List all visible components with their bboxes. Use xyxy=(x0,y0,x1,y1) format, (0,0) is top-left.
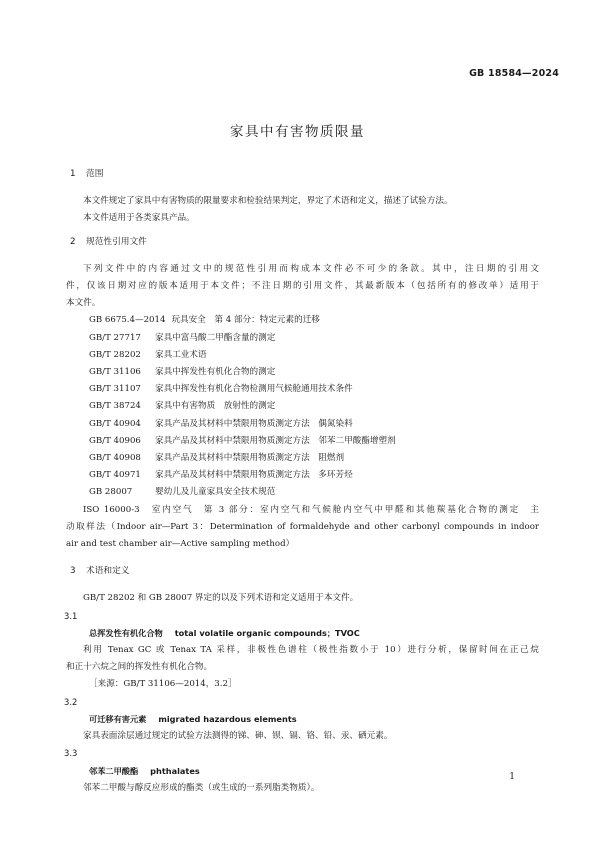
standard-code: GB 18584—2024 xyxy=(469,68,559,79)
term-name-zh: 邻苯二甲酸酯 xyxy=(89,765,139,776)
scope-paragraph: 本文件适用于各类家具产品。 xyxy=(83,213,195,224)
reference-item xyxy=(66,347,539,364)
term-definition: 邻苯二甲酸与醇反应形成的酯类（或生成的一系列脂类物质）。 xyxy=(83,782,320,793)
page-number: 1 xyxy=(509,772,515,782)
reference-code: GB/T 40904 xyxy=(89,418,141,429)
reference-item xyxy=(66,312,539,329)
term-name-en: migrated hazardous elements xyxy=(158,713,297,724)
section-number: 1 xyxy=(70,169,76,179)
term-source: ［来源：GB/T 31106—2014，3.2］ xyxy=(89,679,237,690)
reference-code: GB/T 40906 xyxy=(89,435,141,446)
term-number: 3.1 xyxy=(64,610,78,621)
term-name xyxy=(66,711,539,728)
terms-intro: GB/T 28202 和 GB 28007 界定的以及下列术语和定义适用于本文件。 xyxy=(83,593,359,604)
reference-item xyxy=(66,450,539,467)
document-body xyxy=(66,166,539,797)
term-number: 3.2 xyxy=(64,696,78,707)
reference-code: GB/T 28202 xyxy=(89,349,141,360)
reference-code: GB 6675.4—2014 xyxy=(89,315,166,326)
reference-item xyxy=(66,416,539,433)
term-name-en: total volatile organic compounds；TVOC xyxy=(174,627,360,638)
reference-title: 家具产品及其材料中禁限用物质测定方法 偶氮染料 xyxy=(155,418,353,429)
scope-paragraph: 本文件规定了家具中有害物质的限量要求和检验结果判定，界定了术语和定义，描述了试验方法。 xyxy=(83,196,453,207)
reference-item xyxy=(66,484,539,501)
reference-code: GB/T 38724 xyxy=(89,401,141,412)
term-number: 3.3 xyxy=(64,748,78,759)
section-2-heading xyxy=(70,234,539,251)
section-number: 3 xyxy=(70,566,76,577)
reference-title: 家具产品及其材料中禁限用物质测定方法 多环芳烃 xyxy=(155,470,353,481)
term-name-zh: 总挥发性有机化合物 xyxy=(89,627,163,638)
term-name-en: phthalates xyxy=(150,765,200,776)
normative-intro-line: 件，仅该日期对应的版本适用于本文件；不注日期的引用文件，其最新版本（包括所有的修改单）适用于 xyxy=(66,281,539,292)
reference-title: 家具中挥发性有机化合物检测用气候舱通用技术条件 xyxy=(155,384,353,395)
reference-item xyxy=(66,467,539,484)
reference-item xyxy=(66,398,539,415)
term-definition: 和正十六烷之间的挥发性有机化合物。 xyxy=(66,662,213,673)
reference-title: 玩具安全 第 4 部分：特定元素的迁移 xyxy=(171,315,320,326)
reference-title: 家具中挥发性有机化合物的测定 xyxy=(155,367,276,378)
term-name xyxy=(66,625,539,642)
term-definition: 家具表面涂层通过规定的试验方法测得的锑、砷、钡、镉、铬、铅、汞、硒元素。 xyxy=(83,731,393,742)
section-1-heading xyxy=(70,166,539,183)
term-name-zh: 可迁移有害元素 xyxy=(89,713,147,724)
reference-code: GB/T 40908 xyxy=(89,453,141,464)
reference-title: 家具工业术语 xyxy=(155,349,207,360)
reference-code: GB/T 27717 xyxy=(89,332,141,343)
reference-item xyxy=(66,433,539,450)
reference-title: 家具产品及其材料中禁限用物质测定方法 邻苯二甲酸酯增塑剂 xyxy=(155,435,396,446)
reference-code: GB/T 31107 xyxy=(89,384,141,395)
reference-code: GB/T 31106 xyxy=(89,367,141,378)
reference-item xyxy=(66,364,539,381)
section-3-heading xyxy=(70,563,539,580)
reference-title: 婴幼儿及儿童家具安全技术规范 xyxy=(155,487,276,498)
section-number: 2 xyxy=(70,236,76,247)
normative-intro-line: 本文件。 xyxy=(66,298,101,309)
normative-intro-line: 下列文件中的内容通过文中的规范性引用而构成本文件必不可少的条款。其中，注日期的引用文 xyxy=(83,263,539,274)
reference-title: 家具产品及其材料中禁限用物质测定方法 阻燃剂 xyxy=(155,453,345,464)
reference-item xyxy=(66,381,539,398)
term-name xyxy=(66,763,539,780)
reference-title: 家具中富马酸二甲酯含量的测定 xyxy=(155,332,276,343)
iso-reference-line: 动取样法（Indoor air—Part 3：Determination of formaldehyde and other carbonyl compounds in indoor xyxy=(66,521,539,532)
section-title: 规范性引用文件 xyxy=(86,236,147,247)
section-title: 范围 xyxy=(86,169,104,179)
document-title: 家具中有害物质限量 xyxy=(230,124,365,140)
iso-reference-line: ISO 16000-3 室内空气 第 3 部分：室内空气和气候舱内空气中甲醛和其他羰基化合物的测定 主 xyxy=(83,504,539,515)
iso-reference-line: air and test chamber air—Active sampling method） xyxy=(66,539,295,550)
reference-title: 家具中有害物质 放射性的测定 xyxy=(155,401,276,412)
section-title: 术语和定义 xyxy=(86,566,130,577)
reference-code: GB/T 40971 xyxy=(89,470,141,481)
reference-code: GB 28007 xyxy=(89,487,133,498)
term-definition: 利用 Tenax GC 或 Tenax TA 采样，非极性色谱柱（极性指数小于 10）进行分析，保留时间在正己烷 xyxy=(83,645,539,656)
reference-item xyxy=(66,330,539,347)
